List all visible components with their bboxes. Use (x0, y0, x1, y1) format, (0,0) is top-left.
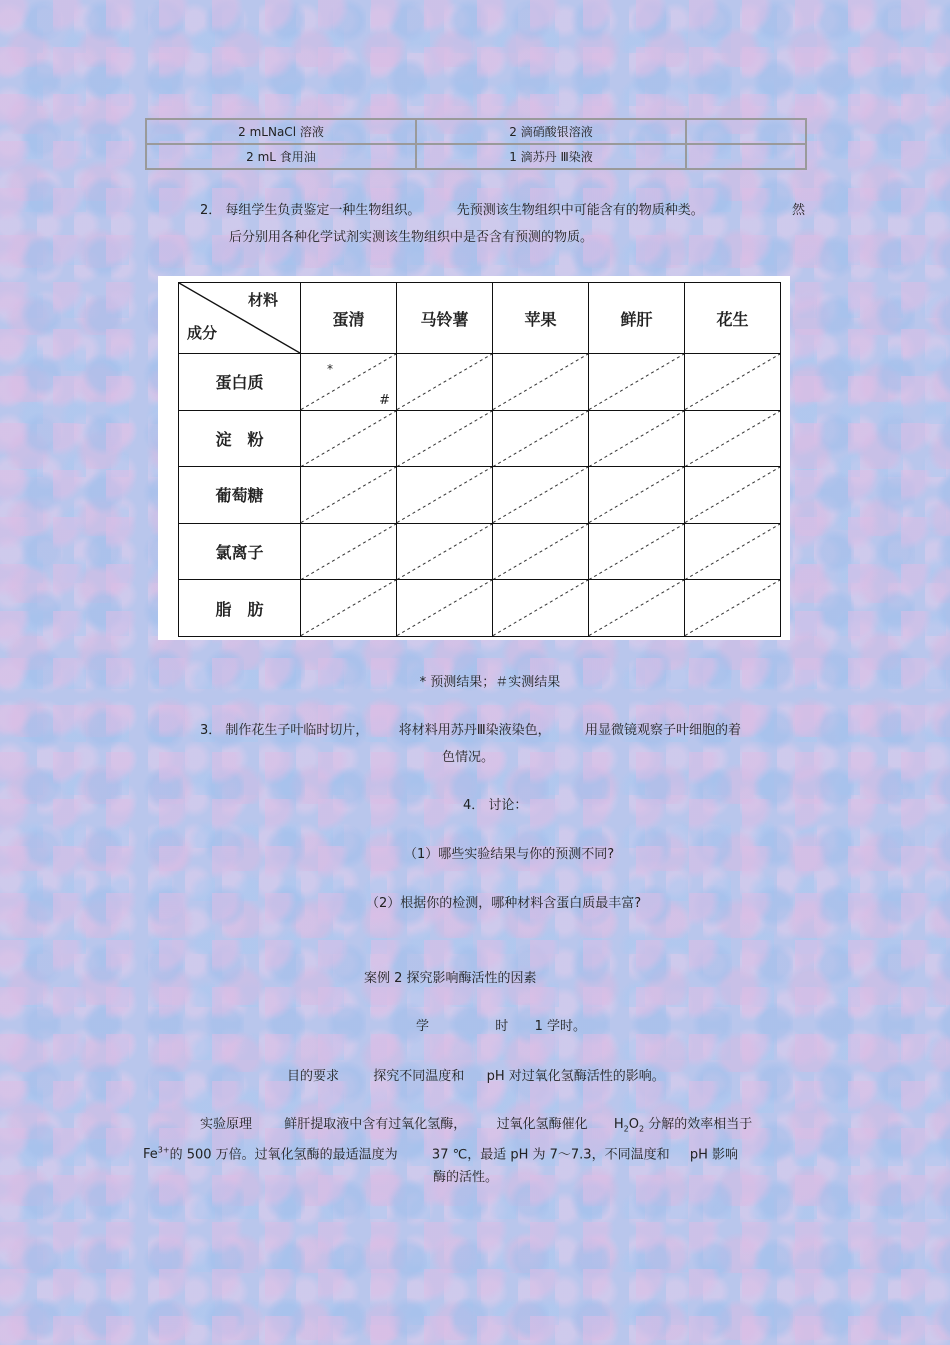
case2-principle-line3: 酶的活性。 (433, 1170, 499, 1185)
case2-title: 案例 2 探究影响酶活性的因素 (364, 971, 537, 986)
table-row (146, 144, 806, 169)
table-header-row (179, 283, 781, 354)
result-cell (493, 580, 589, 637)
table-row (179, 580, 781, 637)
discussion-heading: 4． 讨论： (463, 798, 528, 813)
result-cell (397, 410, 493, 467)
actual-mark: # (379, 392, 390, 408)
column-header: 蛋清 (301, 283, 397, 354)
figure-table-image (158, 276, 790, 640)
result-cell (493, 354, 589, 411)
result-cell (589, 354, 685, 411)
step2-text-c: 然 (792, 203, 806, 218)
column-header: 苹果 (493, 283, 589, 354)
row-header: 蛋白质 (179, 354, 301, 411)
predicted-mark: * (327, 362, 333, 376)
case2-goal (287, 1068, 665, 1086)
case2-hours (416, 1018, 586, 1036)
discussion-question-1: （1）哪些实验结果与你的预测不同? (404, 847, 615, 862)
principle-line2-b: 的 500 万倍。过氧化氢酶的最适温度为 (169, 1147, 398, 1163)
step3-line1 (200, 722, 741, 740)
fe-ion: $Fe^{3+}$ (143, 1146, 170, 1163)
result-cell (301, 523, 397, 580)
result-cell (685, 580, 781, 637)
step3-text-a: 3． 制作花生子叶临时切片， (200, 723, 369, 738)
h2o2-formula: $H_2O_2$ (613, 1117, 645, 1134)
hours-label-b: 时 (495, 1019, 509, 1034)
prediction-table (178, 282, 781, 637)
result-cell (589, 467, 685, 524)
table-cell: 2 滴硝酸银溶液 (416, 119, 686, 144)
result-cell (589, 580, 685, 637)
result-cell (397, 523, 493, 580)
step2-line1 (200, 202, 704, 220)
table-row (179, 523, 781, 580)
result-cell (685, 354, 781, 411)
result-cell (685, 523, 781, 580)
result-cell (685, 467, 781, 524)
result-cell (301, 410, 397, 467)
table-cell: 1 滴苏丹 Ⅲ染液 (416, 144, 686, 169)
goal-text-a: 探究不同温度和 (373, 1069, 465, 1084)
table-cell (686, 119, 806, 144)
result-cell (589, 523, 685, 580)
result-cell (589, 410, 685, 467)
column-header: 鲜肝 (589, 283, 685, 354)
step2-text-a: 2． 每组学生负责鉴定一种生物组织。 (200, 203, 421, 218)
principle-label: 实验原理 (200, 1117, 253, 1132)
result-cell (493, 410, 589, 467)
step2-text-b: 先预测该生物组织中可能含有的物质种类。 (456, 203, 704, 218)
result-cell (301, 354, 397, 411)
result-cell (685, 410, 781, 467)
reagent-table (145, 118, 807, 170)
hours-label-a: 学 (416, 1019, 430, 1034)
principle-text-d: 分解的效率相当于 (648, 1117, 753, 1132)
table-cell (686, 144, 806, 169)
row-header: 脂 肪 (179, 580, 301, 637)
legend-note: * 预测结果；＃实测结果 (419, 675, 561, 690)
discussion-question-2: （2）根据你的检测，哪种材料含蛋白质最丰富? (366, 896, 642, 911)
case2-principle-line1 (200, 1116, 752, 1139)
principle-line2-d: pH 影响 (689, 1147, 739, 1163)
column-header: 花生 (685, 283, 781, 354)
result-cell (397, 467, 493, 524)
corner-component-label: 成分 (187, 324, 218, 342)
table-row (179, 467, 781, 524)
corner-material-label: 材料 (247, 291, 278, 309)
row-header: 葡萄糖 (179, 467, 301, 524)
table-cell: 2 mL 食用油 (146, 144, 416, 169)
corner-cell (179, 283, 301, 354)
column-header: 马铃薯 (397, 283, 493, 354)
step3-text-b: 将材料用苏丹Ⅲ染液染色， (398, 723, 551, 738)
hours-value: 1 学时。 (534, 1019, 586, 1034)
table-row (179, 354, 781, 411)
principle-text-b: 过氧化氢酶催化 (496, 1117, 588, 1132)
case2-principle-line2 (143, 1142, 738, 1164)
result-cell (397, 354, 493, 411)
result-cell (301, 580, 397, 637)
step3-text-c: 用显微镜观察子叶细胞的着 (584, 723, 741, 738)
goal-label: 目的要求 (287, 1069, 340, 1084)
row-header: 氯离子 (179, 523, 301, 580)
result-cell (397, 580, 493, 637)
table-row (146, 119, 806, 144)
result-cell (493, 467, 589, 524)
goal-text-b: pH 对过氧化氢酶活性的影响。 (486, 1069, 665, 1084)
principle-text-a: 鲜肝提取液中含有过氧化氢酶， (284, 1117, 467, 1132)
result-cell (493, 523, 589, 580)
step3-line2: 色情况。 (442, 750, 495, 765)
result-cell (301, 467, 397, 524)
table-row (179, 410, 781, 467)
table-cell: 2 mLNaCl 溶液 (146, 119, 416, 144)
step2-line2: 后分别用各种化学试剂实测该生物组织中是否含有预测的物质。 (229, 230, 594, 245)
principle-line2-c: 37 ℃，最适 pH 为 7～7.3，不同温度和 (431, 1147, 670, 1163)
row-header: 淀 粉 (179, 410, 301, 467)
